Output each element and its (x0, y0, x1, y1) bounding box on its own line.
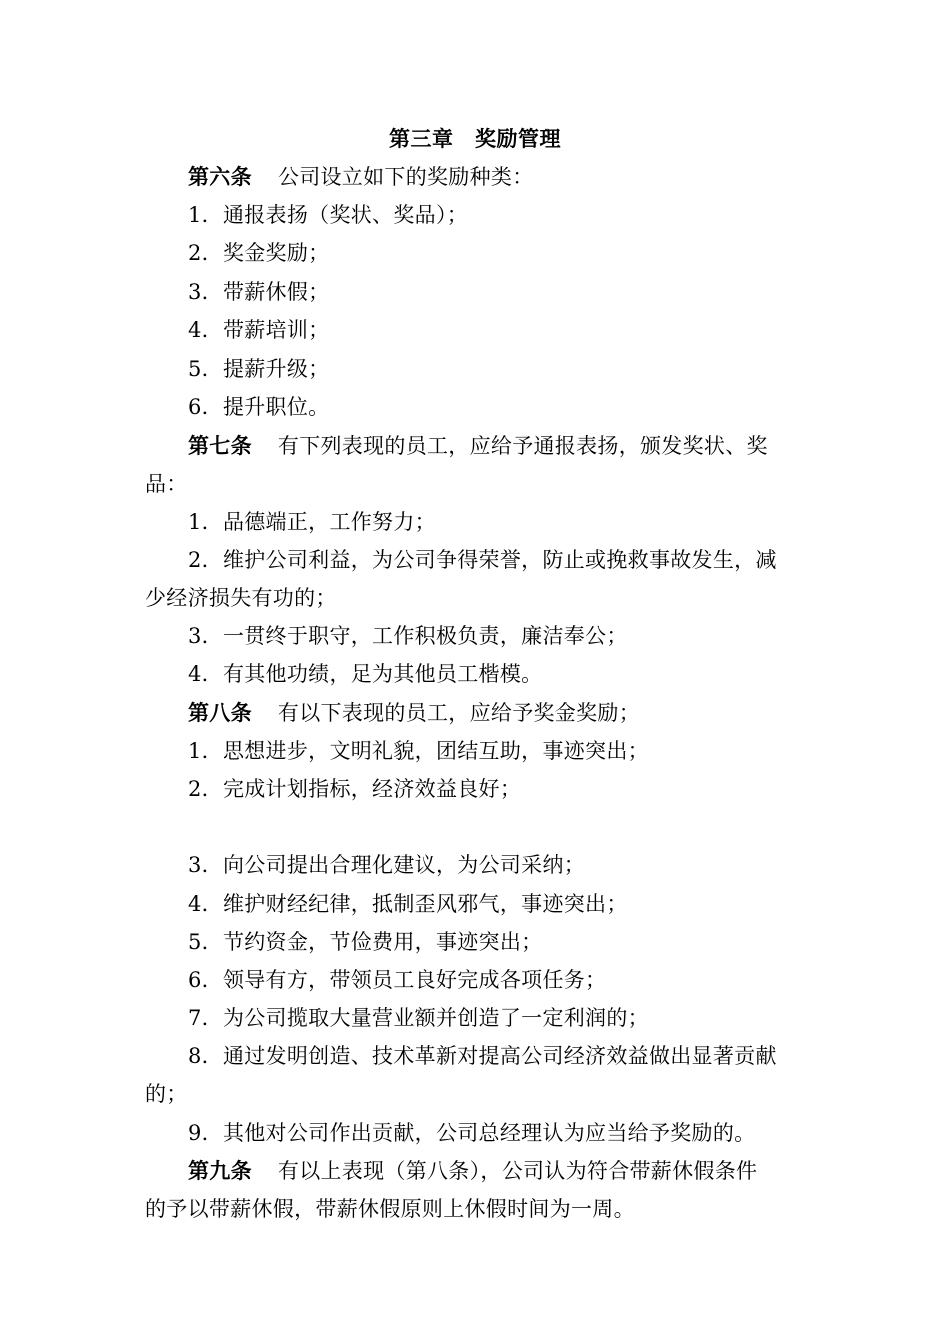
article-9-heading (188, 1152, 757, 1190)
list-item: 3．一贯终于职守，工作积极负责，廉洁奉公； (188, 624, 628, 648)
list-item: 4．维护财经纪律，抵制歪风邪气，事迹突出； (188, 892, 628, 916)
list-item: 2．奖金奖励； (188, 241, 330, 265)
list-item: 7．为公司揽取大量营业额并创造了一定利润的； (188, 1006, 649, 1030)
list-item: 1．通报表扬（奖状、奖品）； (188, 203, 469, 227)
list-item: 3．向公司提出合理化建议，为公司采纳； (188, 853, 586, 877)
article-8-heading (188, 694, 640, 732)
article-text-continued: 的予以带薪休假，带薪休假原则上休假时间为一周。 (145, 1197, 635, 1221)
list-item: 2．维护公司利益，为公司争得荣誉，防止或挽救事故发生，减 (188, 548, 777, 572)
list-item: 1．品德端正，工作努力； (188, 510, 436, 534)
article-label: 第七条 (188, 434, 252, 458)
list-item: 6．领导有方，带领员工良好完成各项任务； (188, 968, 607, 992)
list-item: 3．带薪休假； (188, 280, 330, 304)
list-item: 4．带薪培训； (188, 318, 330, 342)
list-item-continued: 少经济损失有功的； (145, 586, 337, 610)
article-text: 有以上表现（第八条），公司认为符合带薪休假条件 (277, 1159, 758, 1183)
article-label: 第九条 (188, 1159, 252, 1183)
list-item: 5．提薪升级； (188, 357, 330, 381)
article-7-heading (188, 427, 768, 465)
list-item: 8．通过发明创造、技术革新对提高公司经济效益做出显著贡献 (188, 1044, 777, 1068)
article-text: 有以下表现的员工，应给予奖金奖励； (277, 701, 641, 725)
list-item: 6．提升职位。 (188, 395, 330, 419)
article-6-heading (188, 158, 534, 196)
article-text: 公司设立如下的奖励种类： (277, 165, 534, 189)
chapter-title: 第三章 奖励管理 (389, 127, 561, 151)
list-item: 1．思想进步，文明礼貌，团结互助，事迹突出； (188, 739, 649, 763)
article-label: 第六条 (188, 165, 252, 189)
list-item: 9．其他对公司作出贡献，公司总经理认为应当给予奖励的。 (188, 1121, 756, 1145)
list-item: 4．有其他功绩，足为其他员工楷模。 (188, 662, 543, 686)
article-text: 有下列表现的员工，应给予通报表扬，颁发奖状、奖 (277, 434, 768, 458)
list-item-continued: 的； (145, 1082, 188, 1106)
list-item: 2．完成计划指标，经济效益良好； (188, 777, 522, 801)
list-item: 5．节约资金，节俭费用，事迹突出； (188, 930, 543, 954)
article-label: 第八条 (188, 701, 252, 725)
article-text-continued: 品： (145, 472, 188, 496)
